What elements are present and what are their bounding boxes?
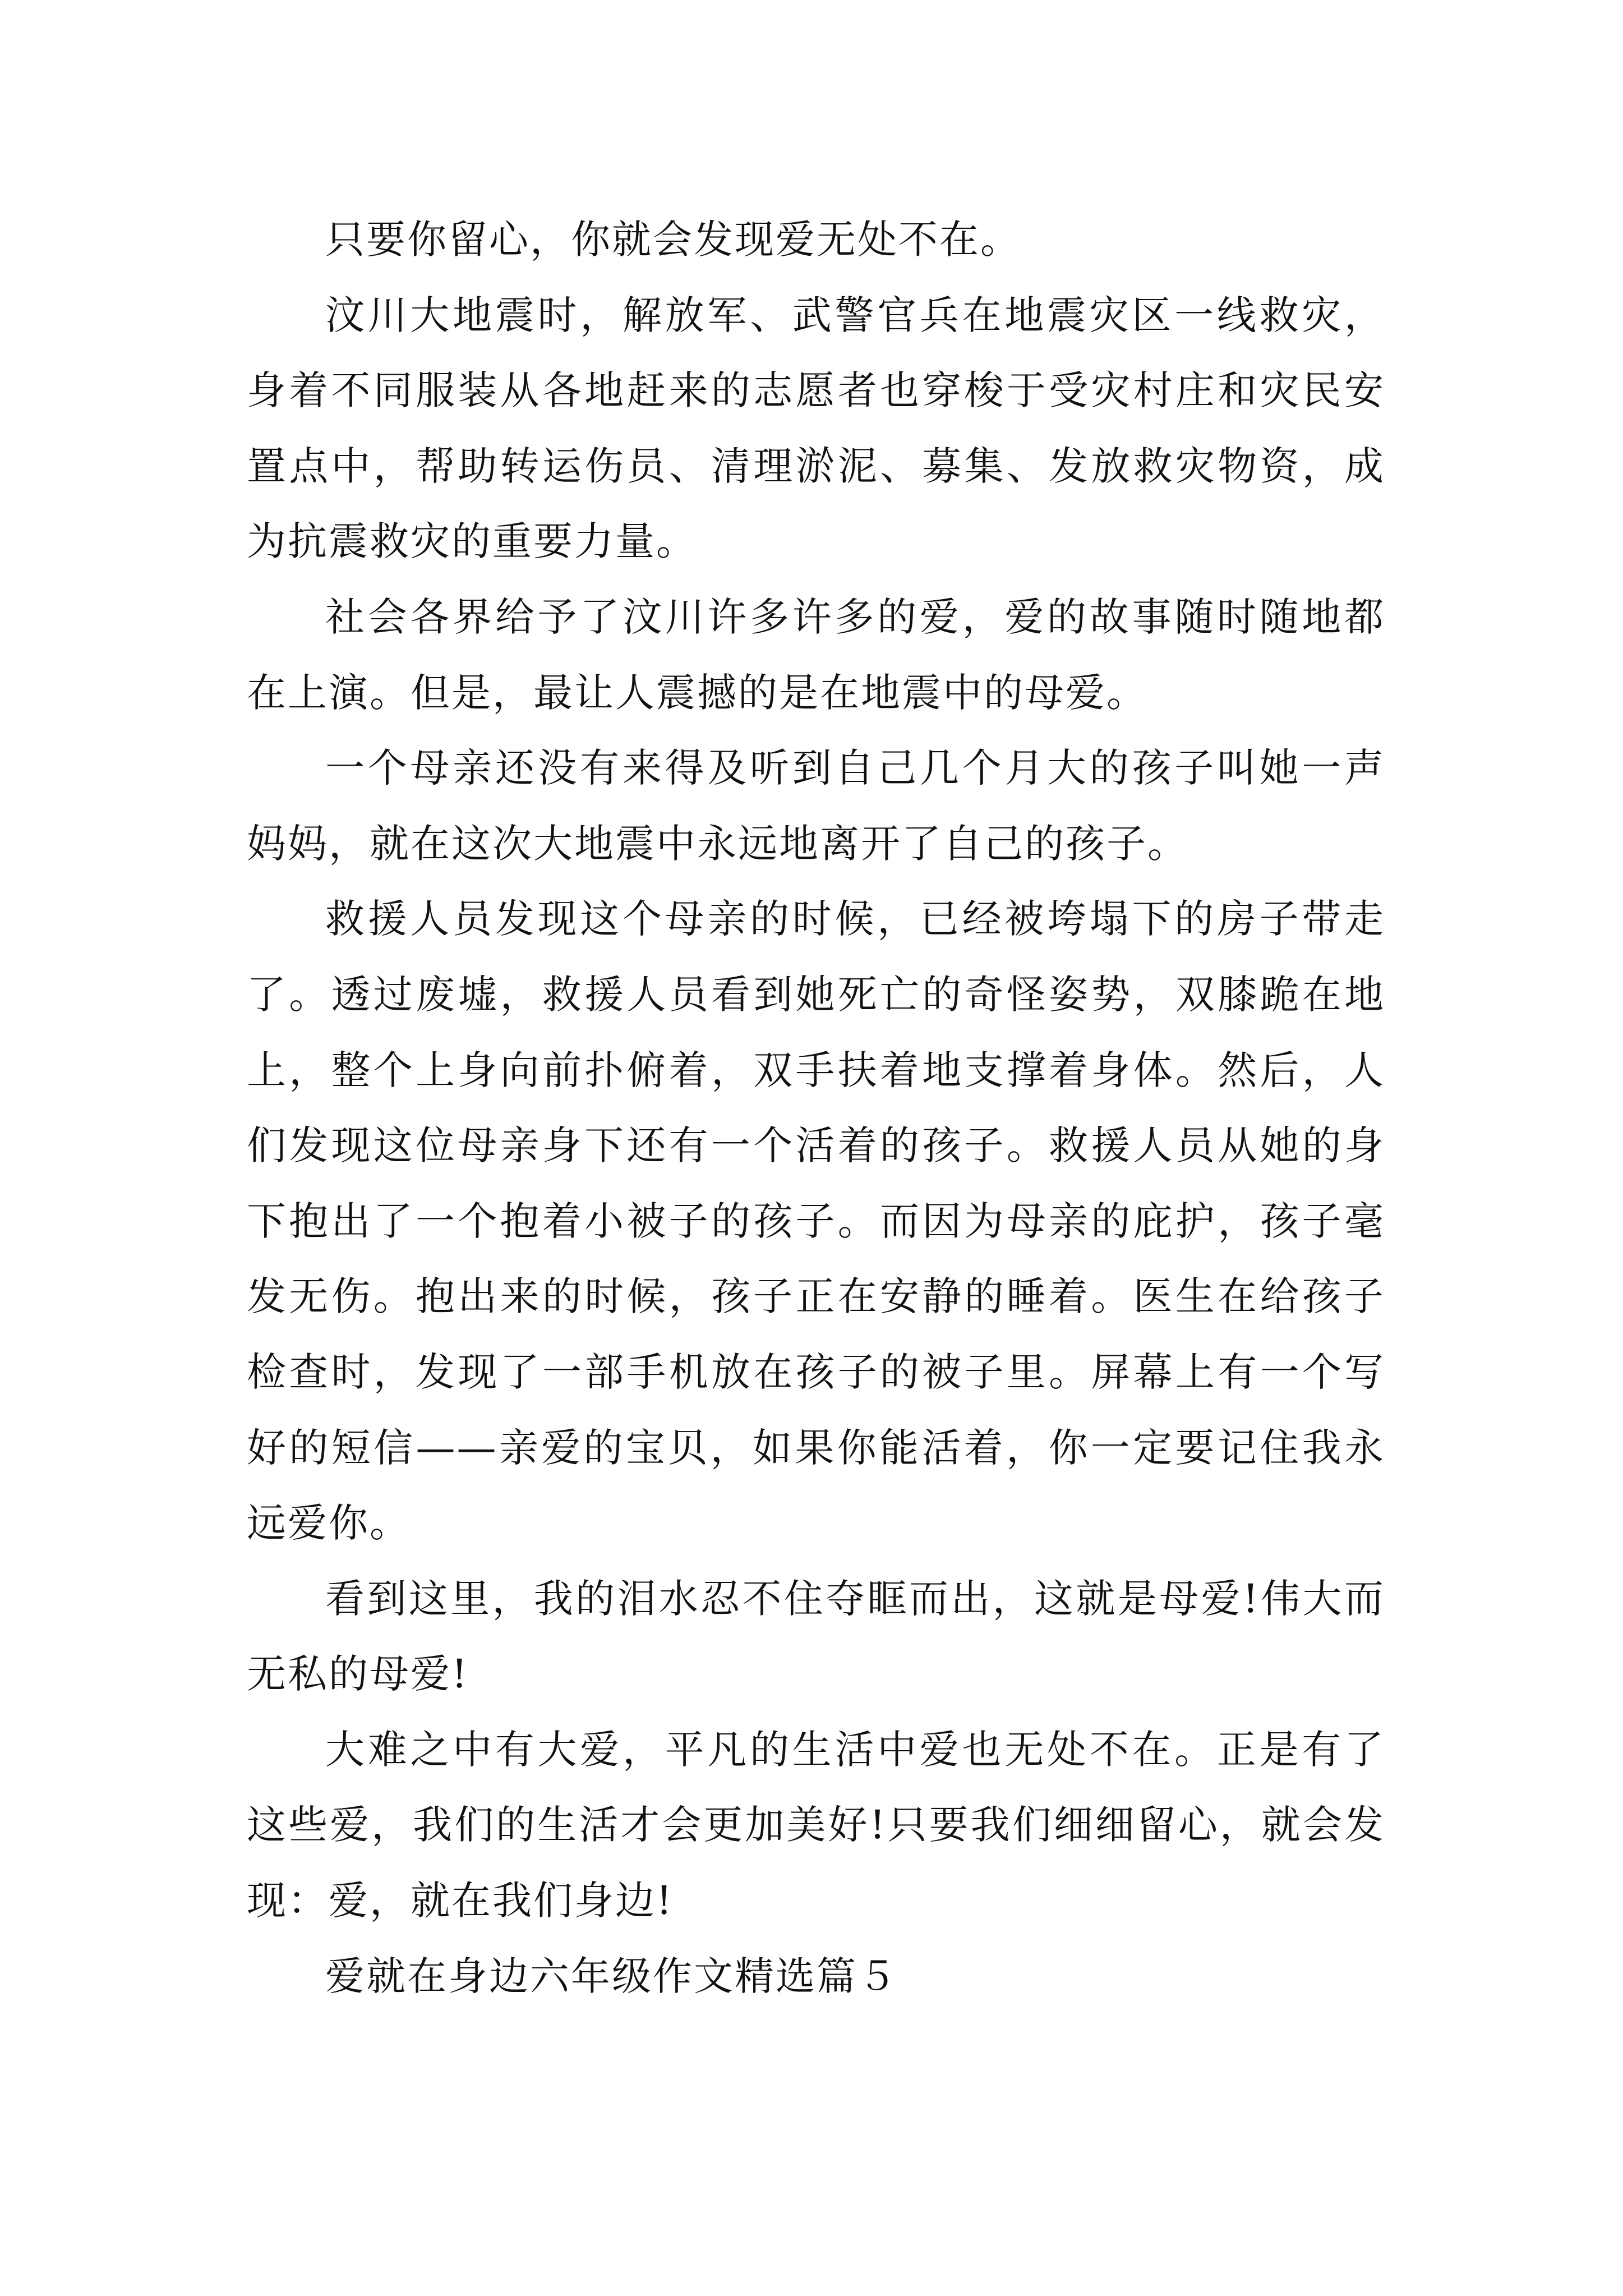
paragraph-5: 救援人员发现这个母亲的时候，已经被垮塌下的房子带走了。透过废墟，救援人员看到她死亡的奇怪姿势，双膝跪在地上，整个上身向前扑俯着，双手扶着地支撑着身体。然后，人们发现这位母亲身下还有一个活着的孩子。救援人员从她的身下抱出了一个抱着小被子的孩子。而因为母亲的庇护，孩子毫发无伤。抱出来的时候，孩子正在安静的睡着。医生在给孩子检查时，发现了一部手机放在孩子的被子里。屏幕上有一个写好的短信——亲爱的宝贝，如果你能活着，你一定要记住我永远爱你。	[247, 896, 1385, 1547]
essay-body	[247, 202, 1385, 2014]
paragraph-3: 社会各界给予了汶川许多许多的爱，爱的故事随时随地都在上演。但是，最让人震撼的是在地震中的母爱。	[247, 593, 1385, 716]
section-heading: 爱就在身边六年级作文精选篇５	[325, 1953, 898, 1999]
paragraph-1: 只要你留心，你就会发现爱无处不在。	[325, 217, 1021, 263]
paragraph-7: 大难之中有大爱，平凡的生活中爱也无处不在。正是有了这些爱，我们的生活才会更加美好!只要我们细细留心，就会发现：爱，就在我们身边!	[247, 1726, 1385, 1924]
paragraph-6: 看到这里，我的泪水忍不住夺眶而出，这就是母爱!伟大而无私的母爱!	[247, 1575, 1385, 1697]
paragraph-2: 汶川大地震时，解放军、武警官兵在地震灾区一线救灾，身着不同服装从各地赶来的志愿者也穿梭于受灾村庄和灾民安置点中，帮助转运伤员、清理淤泥、募集、发放救灾物资，成为抗震救灾的重要力量。	[247, 292, 1385, 565]
paragraph-4: 一个母亲还没有来得及听到自己几个月大的孩子叫她一声妈妈，就在这次大地震中永远地离开了自己的孩子。	[247, 745, 1385, 867]
